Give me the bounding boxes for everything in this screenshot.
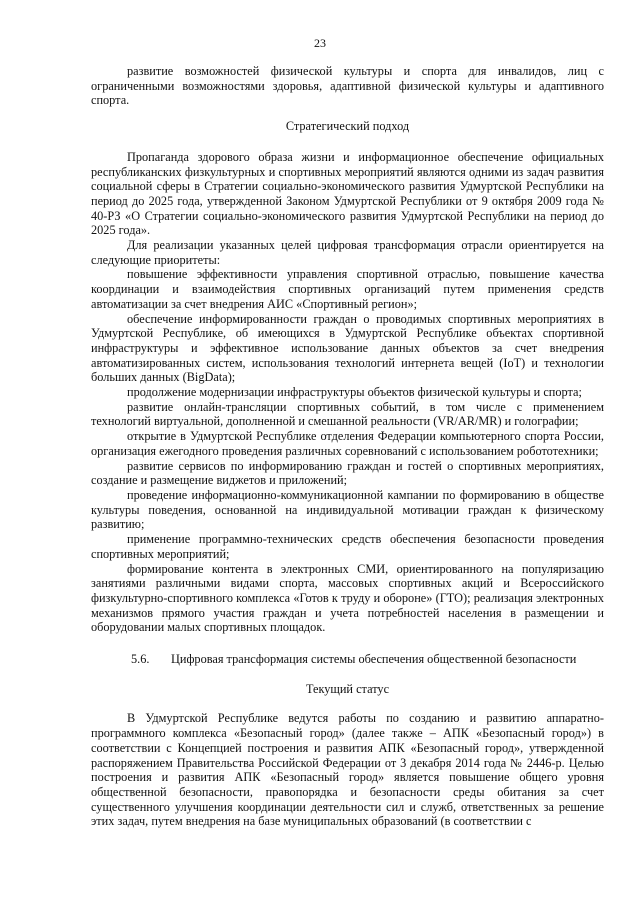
heading-strategic-approach: Стратегический подход: [285, 119, 410, 134]
list-item: формирование контента в электронных СМИ, ориентированного на популяризацию занятиями различными видами спорта, массовых спортивных акций и Всероссийского физкультурно-спортивного комплекса «Готов к труду и обороне» (ГТО); реализация электронных механизмов прямого участия граждан и учета потребностей населения в размещении и оборудовании малых спортивных площадок.: [91, 561, 604, 635]
list-item: продолжение модернизации инфраструктуры объектов физической культуры и спорта;: [127, 385, 582, 400]
list-item: проведение информационно-коммуникационной кампании по формированию в обществе культуры поведения, основанной на индивидуальной мотивации граждан к физическому развитию;: [91, 487, 604, 532]
section-heading: [91, 652, 604, 667]
paragraph: Для реализации указанных целей цифровая трансформация отрасли ориентируется на следующие приоритеты:: [91, 238, 604, 267]
paragraph: В Удмуртской Республике ведутся работы по созданию и развитию аппаратно-программного комплекса «Безопасный город» (далее также – АПК «Безопасный город») в соответствии с Концепцией построения и развития АПК «Безопасный город», утвержденной распоряжением Правительства Российской Федерации от 3 декабря 2014 года № 2446-р. Целью построения и развития АПК «Безопасный город» является повышение общего уровня общественной безопасности, правопорядка и безопасности среды обитания за счет существенного улучшения координации деятельности сил и служб, ответственных за решение этих задач, путем внедрения на базе муниципальных образований (в соответствии с: [91, 711, 604, 829]
paragraph: Пропаганда здорового образа жизни и информационное обеспечение официальных республиканских физкультурных и спортивных мероприятий являются одними из задач развития социальной сферы в Стратегии социально-экономического развития Удмуртской Республики на период до 2025 года, утвержденной Законом Удмуртской Республики от 9 октября 2009 года № 40-РЗ «О Стратегии социально-экономического развития Удмуртской Республики на период до 2025 года».: [91, 149, 604, 238]
paragraph-continued: развитие возможностей физической культуры и спорта для инвалидов, лиц с ограниченными возможностями здоровья, адаптивной физической культуры и адаптивного спорта.: [91, 64, 604, 108]
section-number: 5.6.: [131, 652, 150, 667]
list-item: развитие онлайн-трансляции спортивных событий, в том числе с применением технологий виртуальной, дополненной и смешанной реальности (VR/AR/MR) и голографии;: [91, 399, 604, 429]
list-item: развитие сервисов по информированию граждан и гостей о спортивных мероприятиях, создание и размещение виджетов и приложений;: [91, 458, 604, 488]
subheading-current-status: Текущий статус: [305, 681, 390, 696]
section-title: Цифровая трансформация системы обеспечения общественной безопасности: [171, 652, 577, 667]
page-number: 23: [314, 36, 326, 50]
list-item: применение программно-технических средств обеспечения безопасности проведения спортивных мероприятий;: [91, 532, 604, 561]
list-item: обеспечение информированности граждан о проводимых спортивных мероприятиях в Удмуртской Республике, об имеющихся в Удмуртской Республике объектах спортивной инфраструктуры и эффективное использование данных объектов за счет внедрения автоматизированных систем, использования технологий интернета вещей (IoT) и технологии больших данных (BigData);: [91, 311, 604, 385]
list-item: открытие в Удмуртской Республике отделения Федерации компьютерного спорта России, организация ежегодного проведения различных соревнований с использованием робототехники;: [91, 429, 604, 458]
list-item: повышение эффективности управления спортивной отраслью, повышение качества координации и взаимодействия спортивных организаций путем применения средств автоматизации за счет внедрения АИС «Спортивный регион»;: [91, 267, 604, 311]
page-content: [91, 64, 604, 829]
